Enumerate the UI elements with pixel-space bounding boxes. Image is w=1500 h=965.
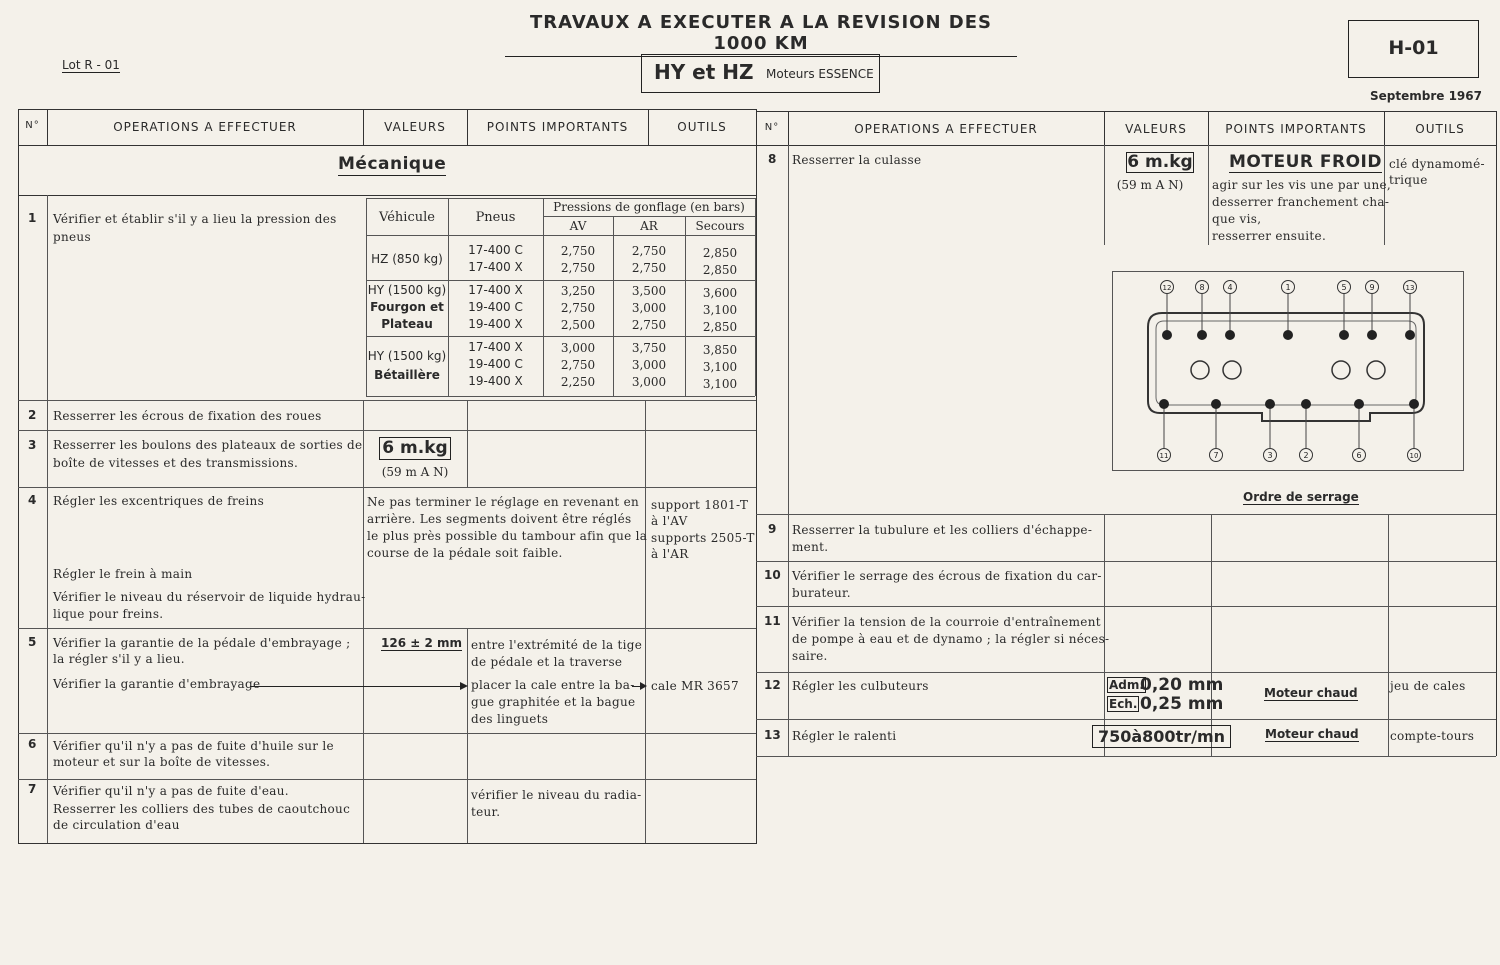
op-number: 1 — [28, 211, 37, 225]
op8-point-title: MOTEUR FROID — [1229, 152, 1382, 172]
row-pneu: 17-400 X — [468, 260, 523, 274]
arrow-head — [460, 682, 468, 690]
op-number: 8 — [768, 152, 777, 166]
header-no: N° — [25, 120, 40, 131]
row-secours: 3,850 — [702, 343, 738, 357]
bolt-dot — [1159, 399, 1169, 409]
row-av: 3,250 — [560, 284, 596, 298]
section-title: Mécanique — [338, 154, 447, 174]
row-av: 2,750 — [560, 301, 596, 315]
op4-point: le plus près possible du tambour afin que la — [367, 529, 648, 543]
bolt-dot — [1265, 399, 1275, 409]
col-av: AV — [569, 219, 587, 233]
op10-text-2: burateur. — [792, 586, 851, 600]
row-pneu: 19-400 C — [468, 300, 523, 314]
op3-text: Resserrer les boulons des plateaux de sorties de — [53, 438, 363, 452]
row-pneu: 19-400 X — [468, 317, 523, 331]
op11-text-2: de pompe à eau et de dynamo ; la régler si néces- — [792, 632, 1110, 646]
op4-point: arrière. Les segments doivent être réglés — [367, 512, 632, 526]
row-pneu: 17-400 X — [468, 283, 523, 297]
row-secours: 3,100 — [702, 303, 738, 317]
row-pneu: 17-400 C — [468, 243, 523, 257]
bolt-label: 11 — [1159, 452, 1169, 460]
cylinder-head-diagram — [1112, 271, 1464, 471]
op7-text-3: de circulation d'eau — [53, 818, 180, 832]
header-no: N° — [764, 122, 780, 133]
row-vehicule: HY (1500 kg) — [367, 349, 447, 363]
op4-tool: supports 2505-T — [651, 531, 755, 545]
op11-text-3: saire. — [792, 649, 828, 663]
row-pneu: 19-400 C — [468, 357, 523, 371]
bolt-dot — [1354, 399, 1364, 409]
bolt-dot — [1225, 330, 1235, 340]
model-box — [641, 54, 880, 93]
op13-tool: compte-tours — [1390, 729, 1475, 743]
header-outils: OUTILS — [677, 120, 727, 134]
lot-label: Lot R - 01 — [62, 58, 120, 72]
bolt-label: 6 — [1356, 451, 1362, 460]
op8-torque-nm: (59 m A N) — [1116, 178, 1184, 192]
bolt-label: 9 — [1369, 283, 1375, 292]
op6-text-2: moteur et sur la boîte de vitesses. — [53, 755, 271, 769]
op4-tool: à l'AV — [651, 514, 688, 528]
header-operations: OPERATIONS A EFFECTUER — [854, 122, 1038, 136]
row-ar: 3,000 — [631, 358, 667, 372]
op7-text-2: Resserrer les colliers des tubes de caoutchouc — [53, 802, 351, 816]
op-number: 4 — [28, 493, 37, 507]
op3-torque-nm: (59 m A N) — [381, 465, 449, 479]
header-points: POINTS IMPORTANTS — [1225, 122, 1367, 136]
row-ar: 3,500 — [631, 284, 667, 298]
op5-point: des linguets — [471, 712, 549, 726]
op8-tool: clé dynamomé- — [1389, 157, 1485, 171]
row-av: 3,000 — [560, 341, 596, 355]
op-number: 5 — [28, 635, 37, 649]
op10-text: Vérifier le serrage des écrous de fixation du car- — [792, 569, 1102, 583]
op13-point: Moteur chaud — [1265, 727, 1359, 741]
bolt-label: 10 — [1409, 452, 1419, 460]
row-vehicule: Fourgon et — [370, 300, 444, 314]
op8-torque: 6 m.kg — [1127, 152, 1193, 172]
row-vehicule: Bétaillère — [374, 368, 440, 382]
op-number: 10 — [764, 568, 781, 582]
bolt-label: 13 — [1405, 284, 1415, 292]
op-number: 2 — [28, 408, 37, 422]
op12-text: Régler les culbuteurs — [792, 679, 929, 693]
bolt-label: 2 — [1303, 451, 1309, 460]
op4-tool: à l'AR — [651, 547, 689, 561]
cylinder-head-svg — [1112, 271, 1464, 471]
page-date: Septembre 1967 — [1370, 89, 1482, 103]
row-vehicule: HY (1500 kg) — [367, 283, 447, 297]
header-operations: OPERATIONS A EFFECTUER — [113, 120, 297, 134]
op-number: 12 — [764, 678, 781, 692]
row-vehicule: Plateau — [381, 317, 433, 331]
op3-torque: 6 m.kg — [379, 437, 451, 460]
op5-point: placer la cale entre la ba- — [471, 678, 635, 692]
bolt-dot — [1339, 330, 1349, 340]
row-secours: 3,100 — [702, 360, 738, 374]
bolt-dot — [1301, 399, 1311, 409]
col-secours: Secours — [695, 219, 745, 233]
col-pressions: Pressions de gonflage (en bars) — [553, 200, 745, 214]
op9-text-2: ment. — [792, 540, 829, 554]
op4-point: course de la pédale soit faible. — [367, 546, 563, 560]
op8-point: desserrer franchement cha- — [1212, 195, 1390, 209]
page-title: TRAVAUX A EXECUTER A LA REVISION DES 1000 KM — [505, 12, 1017, 57]
row-ar: 3,000 — [631, 301, 667, 315]
op5-text-2: la régler s'il y a lieu. — [53, 652, 185, 666]
op1-text: Vérifier et établir s'il y a lieu la pression des — [53, 212, 337, 226]
op3-text-2: boîte de vitesses et des transmissions. — [53, 456, 299, 470]
col-ar: AR — [640, 219, 658, 233]
op6-text: Vérifier qu'il n'y a pas de fuite d'huile sur le — [53, 739, 334, 753]
row-secours: 3,100 — [702, 377, 738, 391]
op13-text: Régler le ralenti — [792, 729, 897, 743]
op-number: 9 — [768, 522, 777, 536]
bolt-dot — [1283, 330, 1293, 340]
op13-value: 750à800tr/mn — [1092, 725, 1231, 748]
op12-adm-label: Adm. — [1109, 678, 1144, 692]
op5-tool: cale MR 3657 — [651, 679, 739, 693]
row-av: 2,500 — [560, 318, 596, 332]
row-av: 2,750 — [560, 244, 596, 258]
bolt-label: 7 — [1213, 451, 1219, 460]
row-av: 2,750 — [560, 358, 596, 372]
op4-text-2: Régler le frein à main — [53, 567, 193, 581]
arrow-line — [250, 686, 463, 687]
row-vehicule: HZ (850 kg) — [371, 252, 443, 266]
op12-adm-value: 0,20 mm — [1140, 675, 1224, 695]
op12-ech-label: Ech. — [1109, 697, 1138, 711]
op8-tool: trique — [1389, 173, 1428, 187]
op8-text: Resserrer la culasse — [792, 153, 922, 167]
bolt-dot — [1409, 399, 1419, 409]
col-pneus: Pneus — [475, 210, 516, 225]
op4-text-4: lique pour freins. — [53, 607, 164, 621]
op4-tool: support 1801-T — [651, 498, 749, 512]
op9-text: Resserrer la tubulure et les colliers d'échappe- — [792, 523, 1093, 537]
op-number: 7 — [28, 782, 37, 796]
op12-tool: jeu de cales — [1390, 679, 1466, 693]
bolt-dot — [1405, 330, 1415, 340]
bolt-label: 4 — [1227, 283, 1233, 292]
op7-point: teur. — [471, 805, 501, 819]
op2-text: Resserrer les écrous de fixation des roues — [53, 409, 322, 423]
row-pneu: 17-400 X — [468, 340, 523, 354]
op12-point: Moteur chaud — [1264, 686, 1358, 700]
model-engine: Moteurs ESSENCE — [766, 67, 874, 81]
row-secours: 2,850 — [702, 246, 738, 260]
col-vehicule: Véhicule — [379, 210, 435, 225]
page-code-box — [1348, 20, 1479, 78]
bolt-dot — [1367, 330, 1377, 340]
op5-value: 126 ± 2 mm — [381, 636, 462, 650]
arrow-head — [640, 682, 647, 690]
op4-text-3: Vérifier le niveau du réservoir de liquide hydrau- — [53, 590, 366, 604]
bolt-label: 5 — [1341, 283, 1347, 292]
bolt-label: 3 — [1267, 451, 1273, 460]
op5-point: de pédale et la traverse — [471, 655, 623, 669]
row-av: 2,250 — [560, 375, 596, 389]
op5-point: entre l'extrémité de la tige — [471, 638, 643, 652]
page-code: H-01 — [1388, 37, 1439, 59]
row-ar: 3,000 — [631, 375, 667, 389]
model-name: HY et HZ — [654, 60, 754, 84]
op8-point: agir sur les vis une par une, — [1212, 178, 1391, 192]
row-ar: 2,750 — [631, 261, 667, 275]
op5-text-3: Vérifier la garantie d'embrayage — [53, 677, 261, 691]
op1-text-2: pneus — [53, 230, 91, 244]
diagram-caption: Ordre de serrage — [1243, 490, 1359, 504]
op-number: 11 — [764, 614, 781, 628]
row-ar: 2,750 — [631, 318, 667, 332]
row-secours: 3,600 — [702, 286, 738, 300]
bolt-label: 12 — [1162, 284, 1172, 292]
op11-text: Vérifier la tension de la courroie d'entraînement — [792, 615, 1101, 629]
row-ar: 2,750 — [631, 244, 667, 258]
op4-point: Ne pas terminer le réglage en revenant en — [367, 495, 640, 509]
header-valeurs: VALEURS — [384, 120, 446, 134]
op8-point: que vis, — [1212, 212, 1262, 226]
op4-text: Régler les excentriques de freins — [53, 494, 265, 508]
row-secours: 2,850 — [702, 320, 738, 334]
op-number: 13 — [764, 728, 781, 742]
op8-point: resserrer ensuite. — [1212, 229, 1327, 243]
row-secours: 2,850 — [702, 263, 738, 277]
op5-text: Vérifier la garantie de la pédale d'embrayage ; — [53, 636, 351, 650]
op7-text: Vérifier qu'il n'y a pas de fuite d'eau. — [53, 784, 289, 798]
header-points: POINTS IMPORTANTS — [486, 120, 629, 134]
header-outils: OUTILS — [1415, 122, 1465, 136]
op5-point: gue graphitée et la bague — [471, 695, 636, 709]
op-number: 3 — [28, 438, 37, 452]
bolt-dot — [1197, 330, 1207, 340]
op-number: 6 — [28, 737, 37, 751]
bolt-markers — [1158, 281, 1421, 462]
row-av: 2,750 — [560, 261, 596, 275]
header-valeurs: VALEURS — [1125, 122, 1187, 136]
bolt-dot — [1162, 330, 1172, 340]
bolt-label: 1 — [1285, 283, 1291, 292]
row-ar: 3,750 — [631, 341, 667, 355]
op12-ech-value: 0,25 mm — [1140, 694, 1224, 714]
row-pneu: 19-400 X — [468, 374, 523, 388]
bolt-dot — [1211, 399, 1221, 409]
op7-point: vérifier le niveau du radia- — [471, 788, 642, 802]
bolt-label: 8 — [1199, 283, 1205, 292]
